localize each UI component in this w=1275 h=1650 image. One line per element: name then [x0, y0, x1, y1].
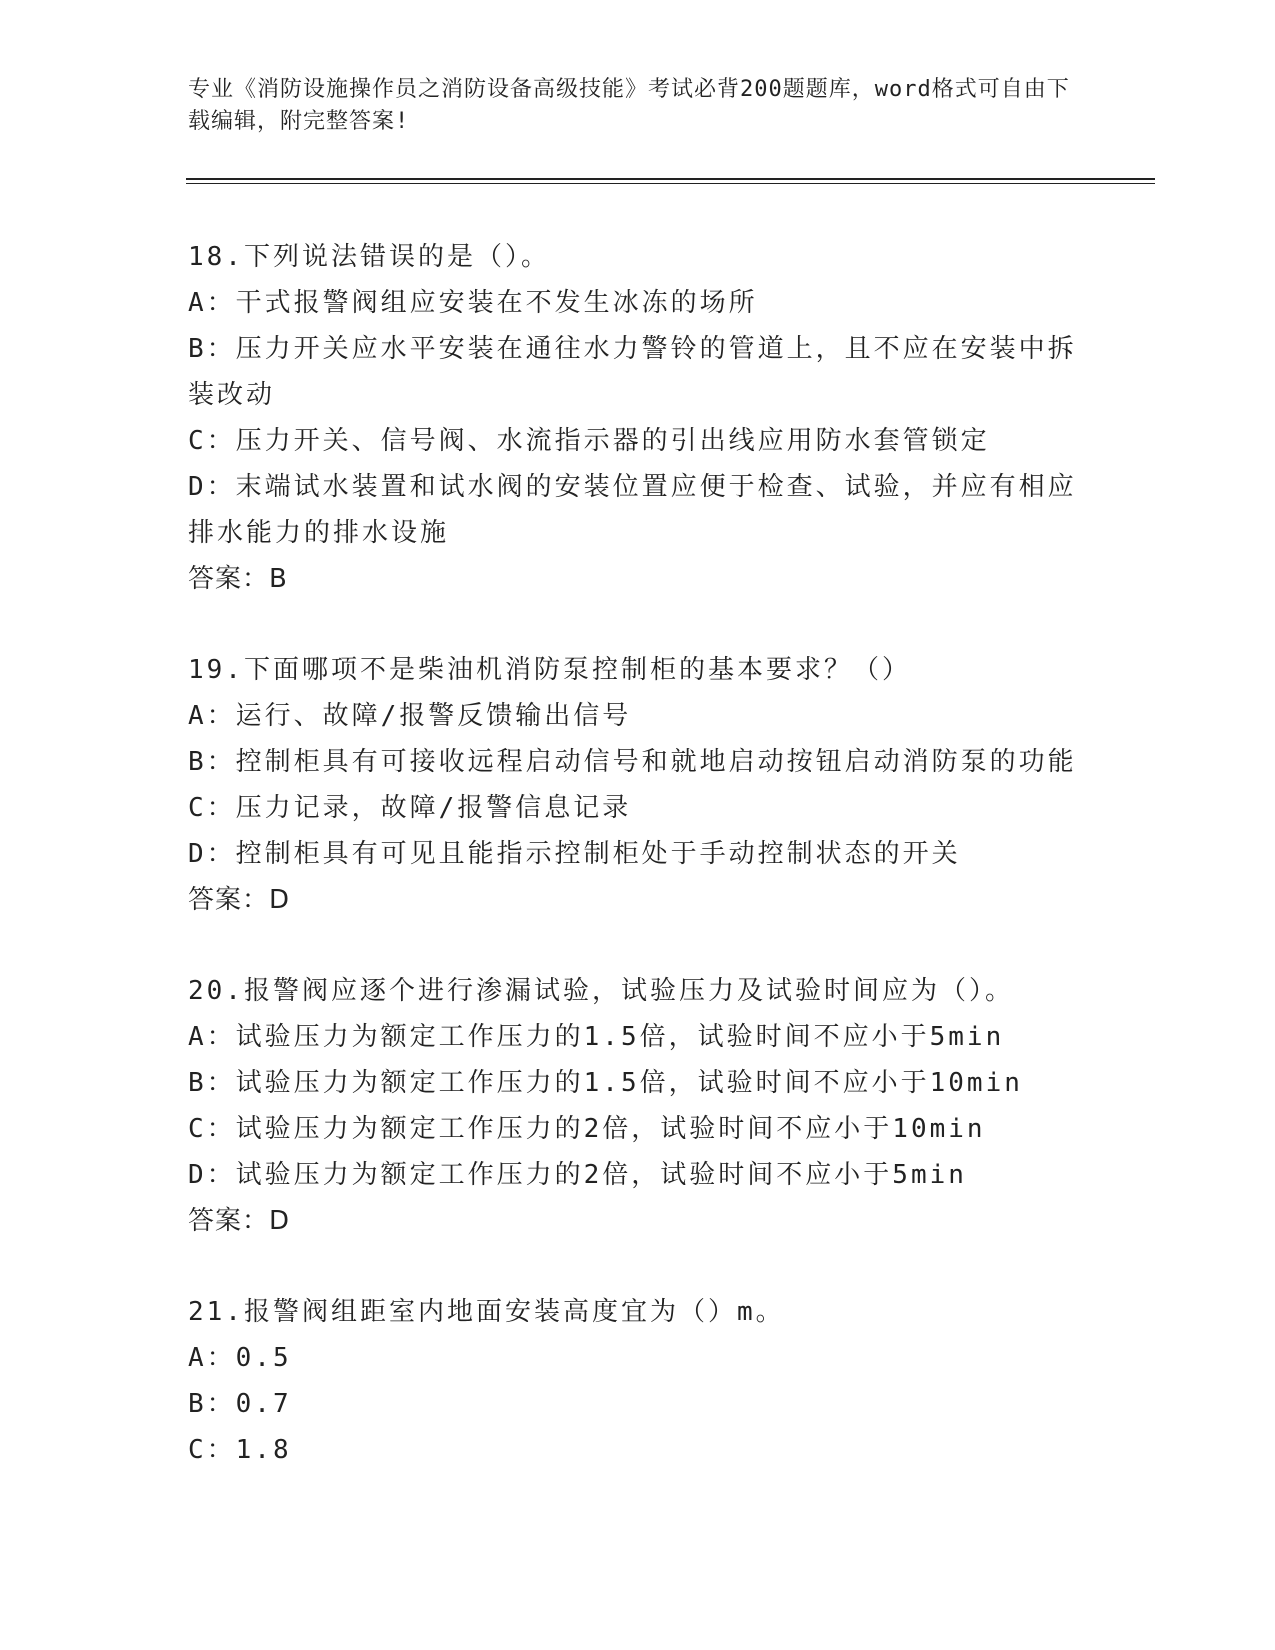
option-b: B：0.7 — [188, 1389, 292, 1419]
option-b: B：试验压力为额定工作压力的1.5倍，试验时间不应小于10min — [188, 1068, 1023, 1098]
option-a: A：干式报警阀组应安装在不发生冰冻的场所 — [188, 288, 758, 318]
answer-label: 答案：D — [188, 1206, 291, 1236]
option-d: D：控制柜具有可见且能指示控制柜处于手动控制状态的开关 — [188, 839, 961, 869]
answer-label: 答案：B — [188, 564, 288, 594]
option-c: C：压力开关、信号阀、水流指示器的引出线应用防水套管锁定 — [188, 426, 990, 456]
option-b: B：压力开关应水平安装在通往水力警铃的管道上，且不应在安装中拆装改动 — [188, 334, 1077, 410]
option-a: A：0.5 — [188, 1343, 292, 1373]
question-stem: 18.下列说法错误的是（）。 — [188, 242, 550, 272]
option-d: D：试验压力为额定工作压力的2倍，试验时间不应小于5min — [188, 1160, 967, 1190]
header-rule-thick — [186, 178, 1155, 180]
question-stem: 21.报警阀组距室内地面安装高度宜为（）m。 — [188, 1297, 785, 1327]
option-b: B：控制柜具有可接收远程启动信号和就地启动按钮启动消防泵的功能 — [188, 747, 1077, 777]
question-20 — [188, 968, 1088, 1244]
option-c: C：试验压力为额定工作压力的2倍，试验时间不应小于10min — [188, 1114, 986, 1144]
question-19 — [188, 647, 1088, 923]
option-c: C：1.8 — [188, 1435, 292, 1465]
question-stem: 20.报警阀应逐个进行渗漏试验，试验压力及试验时间应为（）。 — [188, 976, 1014, 1006]
option-d: D：末端试水装置和试水阀的安装位置应便于检查、试验，并应有相应排水能力的排水设施 — [188, 472, 1077, 548]
question-list — [188, 234, 1088, 1518]
option-c: C：压力记录，故障/报警信息记录 — [188, 793, 632, 823]
question-stem: 19.下面哪项不是柴油机消防泵控制柜的基本要求？（） — [188, 655, 911, 685]
header-rule-thin — [186, 183, 1155, 184]
option-a: A：试验压力为额定工作压力的1.5倍，试验时间不应小于5min — [188, 1022, 1005, 1052]
answer-label: 答案：D — [188, 885, 291, 915]
question-18 — [188, 234, 1088, 602]
document-header: 专业《消防设施操作员之消防设备高级技能》考试必背200题题库，word格式可自由下载编辑，附完整答案! — [188, 77, 1070, 134]
question-21 — [188, 1289, 1088, 1473]
option-a: A：运行、故障/报警反馈输出信号 — [188, 701, 632, 731]
